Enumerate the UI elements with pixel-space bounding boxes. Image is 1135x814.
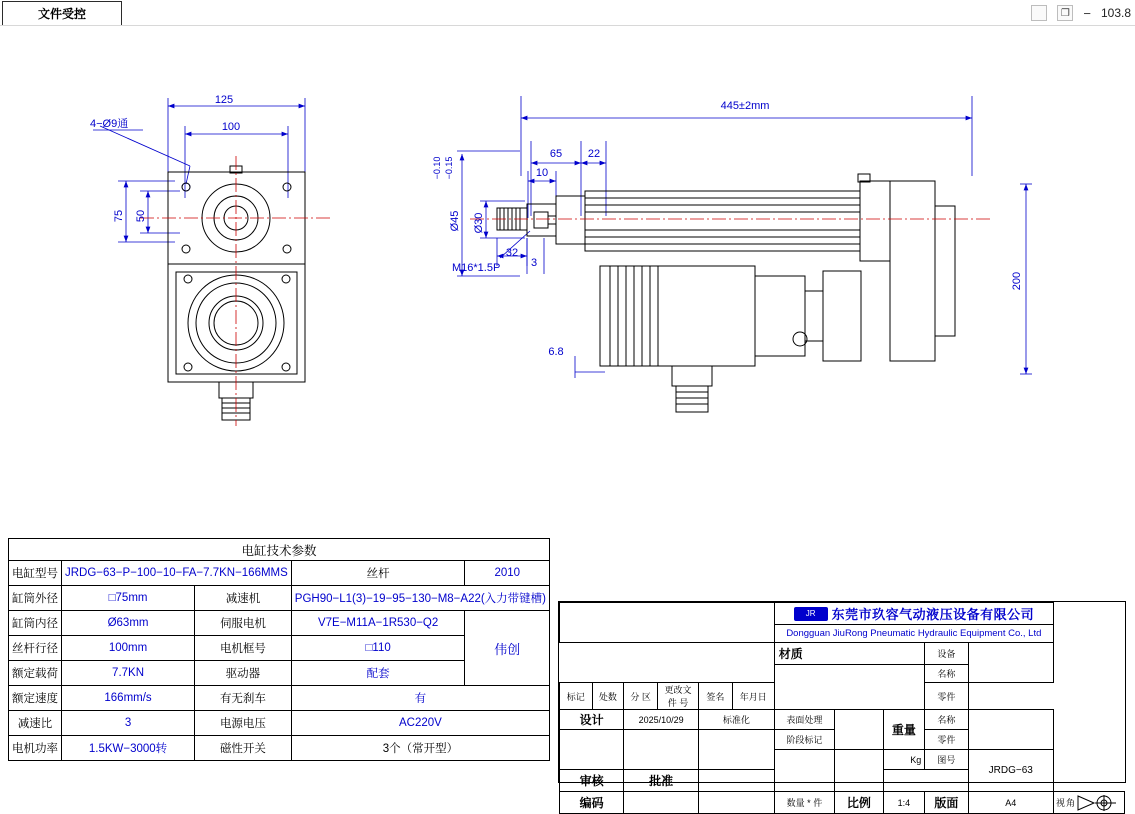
document-tab-label: 文件受控 <box>37 7 86 21</box>
scale-label: 比例 <box>835 792 883 814</box>
weight-unit: Kg <box>883 750 925 770</box>
brand-cell: 伟创 <box>465 611 550 686</box>
note-thread: M16*1.5P <box>452 262 501 274</box>
row-label-power: 电机功率 <box>9 736 62 761</box>
row-value-screw: 2010 <box>465 561 550 586</box>
row-value-servo: V7E−M11A−1R530−Q2 <box>291 611 465 636</box>
stage-mark-label: 阶段标记 <box>774 730 834 750</box>
table-row-title <box>9 539 550 561</box>
document-tab[interactable] <box>2 1 122 25</box>
table-row <box>9 736 550 761</box>
code-label: 编码 <box>560 792 624 814</box>
scale-value: 1:4 <box>883 792 925 814</box>
edition-label: 版面 <box>925 792 968 814</box>
dim-text-75: 75 <box>113 209 125 223</box>
approve-label: 批准 <box>624 770 699 792</box>
window-controls <box>1031 1 1131 25</box>
rev-header-6: 年月日 <box>732 683 774 710</box>
row-label-brake: 有无刹车 <box>195 686 292 711</box>
row-value-driver: 配套 <box>291 661 465 686</box>
weight-label: 重量 <box>883 710 925 750</box>
row-label-frame: 电机框号 <box>195 636 292 661</box>
dim-text-65: 65 <box>549 148 563 160</box>
zoom-level-label: 103.8 <box>1100 6 1131 20</box>
row-value-frame: □110 <box>291 636 465 661</box>
rev-header-1: 标记 <box>560 683 593 710</box>
dim-text-200: 200 <box>1011 271 1023 291</box>
table-row <box>9 586 550 611</box>
company-name-cn: 东莞市玖容气动液压设备有限公司 <box>831 607 1035 622</box>
dim-text-22: 22 <box>587 148 601 160</box>
row-label-stroke: 丝杆行径 <box>9 636 62 661</box>
row-label-model: 电缸型号 <box>9 561 62 586</box>
dim-text-445: 445±2mm <box>720 100 770 112</box>
dim-text-50: 50 <box>135 209 147 223</box>
row-value-stroke: 100mm <box>62 636 195 661</box>
dim-text-125: 125 <box>214 94 234 106</box>
row-label-voltage: 电源电压 <box>195 711 292 736</box>
partno-label-1: 零件 <box>925 730 968 750</box>
row-value-inner-dia: Ø63mm <box>62 611 195 636</box>
row-value-voltage: AC220V <box>291 711 549 736</box>
row-value-load: 7.7KN <box>62 661 195 686</box>
partno-label-2: 图号 <box>925 750 968 770</box>
rev-header-4 <box>657 683 698 710</box>
surface-label: 表面处理 <box>774 710 834 730</box>
row-value-model: JRDG−63−P−100−10−FA−7.7KN−166MMS <box>62 561 292 586</box>
row-value-outer-dia: □75mm <box>62 586 195 611</box>
part-number-value: JRDG−63 <box>968 750 1053 792</box>
projection-symbol-cell <box>1053 792 1124 814</box>
edition-value: A4 <box>968 792 1053 814</box>
dim-text-d45: Ø45 <box>449 210 461 232</box>
table-row <box>9 611 550 636</box>
row-value-power: 1.5KW−3000转 <box>62 736 195 761</box>
row-label-outer-dia: 缸筒外径 <box>9 586 62 611</box>
design-label: 设计 <box>560 710 624 730</box>
row-value-speed: 166mm/s <box>62 686 195 711</box>
row-label-reducer: 减速机 <box>195 586 292 611</box>
company-name-en: Dongguan JiuRong Pneumatic Hydraulic Equipment Co., Ltd <box>774 625 1053 643</box>
title-block <box>558 601 1126 810</box>
dim-text-32: 32 <box>505 247 519 259</box>
restore-icon[interactable] <box>1031 5 1047 21</box>
company-logo-icon: JR <box>794 607 828 621</box>
standardize-label: 标准化 <box>699 710 775 730</box>
first-angle-projection-icon <box>1076 794 1122 812</box>
part-name-value <box>968 710 1053 750</box>
param-table-title: 电缸技术参数 <box>9 539 550 561</box>
projection-label-2: 角 <box>1065 798 1075 808</box>
dim-text-10: 10 <box>535 167 549 179</box>
row-value-brake: 有 <box>291 686 549 711</box>
row-label-servo: 伺服电机 <box>195 611 292 636</box>
rev-header-4b: 件 号 <box>667 698 689 708</box>
rev-header-5: 签名 <box>699 683 733 710</box>
note-hole: 4−Ø9通 <box>90 118 129 130</box>
dim-text-d30: Ø30 <box>473 212 485 234</box>
row-label-ratio: 减速比 <box>9 711 62 736</box>
qty-star: * <box>807 798 811 808</box>
row-label-load: 额定载荷 <box>9 661 62 686</box>
row-label-screw: 丝杆 <box>291 561 465 586</box>
qty-label <box>774 792 834 814</box>
minimize-icon[interactable]: − <box>1083 5 1091 21</box>
dim-text-6-8: 6.8 <box>548 346 564 358</box>
piece-label: 件 <box>813 798 823 808</box>
row-label-driver: 驱动器 <box>195 661 292 686</box>
row-label-speed: 额定速度 <box>9 686 62 711</box>
equipment-name-value <box>968 643 1053 683</box>
maximize-icon[interactable]: ❐ <box>1057 5 1073 21</box>
dim-text-tol-upper: −0.10 <box>432 156 442 180</box>
equipment-label-1: 设备 <box>925 643 968 665</box>
review-label: 审核 <box>560 770 624 792</box>
rev-header-2: 处数 <box>592 683 624 710</box>
projection-label-1: 视 <box>1055 798 1065 808</box>
table-row <box>9 561 550 586</box>
row-value-switch: 3个（常开型） <box>291 736 549 761</box>
row-label-switch: 磁性开关 <box>195 736 292 761</box>
part-label-2: 名称 <box>925 710 968 730</box>
window-titlebar <box>0 0 1135 26</box>
row-value-ratio: 3 <box>62 711 195 736</box>
parameter-table <box>8 538 550 761</box>
qty-label-text: 数量 <box>786 798 805 808</box>
row-label-inner-dia: 缸筒内径 <box>9 611 62 636</box>
rev-header-4a: 更改文 <box>664 685 692 695</box>
material-label: 材质 <box>774 643 924 665</box>
table-row <box>9 686 550 711</box>
dim-text-100: 100 <box>221 121 241 133</box>
dim-text-tol-lower: −0.15 <box>444 156 454 180</box>
dim-text-3: 3 <box>530 257 538 269</box>
rev-header-3: 分 区 <box>624 683 658 710</box>
part-label-1: 零件 <box>925 683 968 710</box>
row-value-reducer: PGH90−L1(3)−19−95−130−M8−A22(入力带键槽) <box>291 586 549 611</box>
design-date: 2025/10/29 <box>624 710 699 730</box>
equipment-label-2: 名称 <box>925 665 968 683</box>
table-row <box>9 711 550 736</box>
